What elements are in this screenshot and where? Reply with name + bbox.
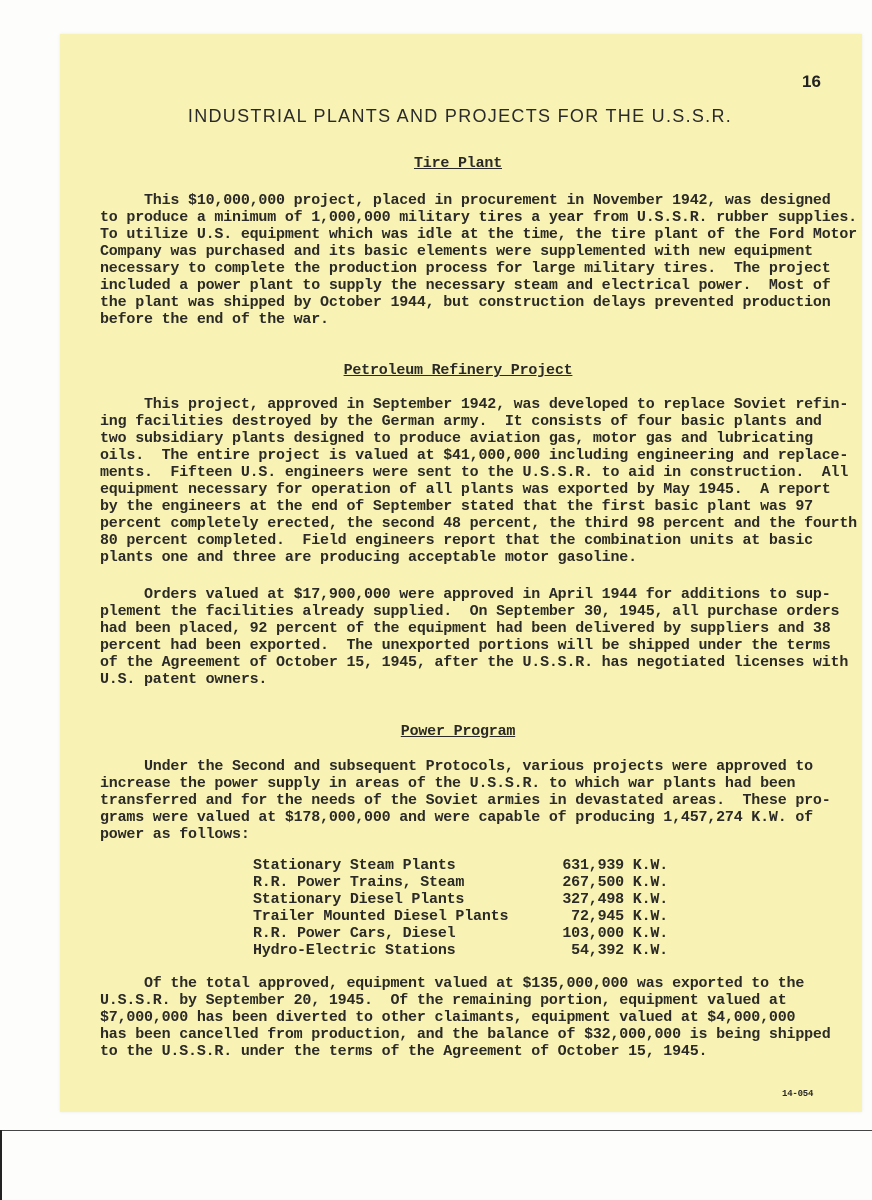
text-line: power as follows: xyxy=(100,826,250,843)
text-line: by the engineers at the end of September stated that the first basic plant was 97 xyxy=(100,498,813,515)
text-line: Company was purchased and its basic elements were supplemented with new equipment xyxy=(100,243,813,260)
text-line: increase the power supply in areas of the U.S.S.R. to which war plants had been xyxy=(100,775,796,792)
paragraph-petroleum-1 xyxy=(100,396,857,566)
table-label: Stationary Steam Plants xyxy=(253,857,456,874)
table-label: Hydro-Electric Stations xyxy=(253,942,456,959)
table-label: R.R. Power Cars, Diesel xyxy=(253,925,456,942)
text-line: 80 percent completed. Field engineers report that the combination units at basic xyxy=(100,532,813,549)
text-line: grams were valued at $178,000,000 and were capable of producing 1,457,274 K.W. of xyxy=(100,809,813,826)
text-line: percent had been exported. The unexported portions will be shipped under the terms xyxy=(100,637,831,654)
table-label: Trailer Mounted Diesel Plants xyxy=(253,908,509,925)
text-line: oils. The entire project is valued at $41,000,000 including engineering and replace- xyxy=(100,447,849,464)
section-heading-petroleum-refinery: Petroleum Refinery Project xyxy=(343,362,573,379)
text-line: Orders valued at $17,900,000 were approved in April 1944 for additions to sup- xyxy=(100,586,831,603)
paragraph-power-1 xyxy=(100,758,831,843)
text-line: had been placed, 92 percent of the equipment had been delivered by suppliers and 38 xyxy=(100,620,831,637)
table-row xyxy=(253,891,668,908)
table-row xyxy=(253,874,668,891)
paragraph-petroleum-2 xyxy=(100,586,848,688)
text-line: percent completely erected, the second 48 percent, the third 98 percent and the fourth xyxy=(100,515,857,532)
scan-edge-line xyxy=(0,1130,2,1200)
text-line: necessary to complete the production process for large military tires. The project xyxy=(100,260,831,277)
paragraph-tire-plant xyxy=(100,192,857,328)
scan-edge-line xyxy=(0,1130,872,1131)
table-value: 103,000 K.W. xyxy=(562,925,668,942)
text-line: plement the facilities already supplied. On September 30, 1945, all purchase orders xyxy=(100,603,840,620)
table-label: Stationary Diesel Plants xyxy=(253,891,465,908)
section-heading-tire-plant: Tire Plant xyxy=(413,155,502,172)
table-row xyxy=(253,942,668,959)
text-line: equipment necessary for operation of all plants was exported by May 1945. A report xyxy=(100,481,831,498)
page-title: INDUSTRIAL PLANTS AND PROJECTS FOR THE U.S.S.R. xyxy=(187,106,733,126)
paragraph-power-2 xyxy=(100,975,831,1060)
table-row xyxy=(253,925,668,942)
text-line: the plant was shipped by October 1944, but construction delays prevented production xyxy=(100,294,831,311)
text-line: $7,000,000 has been diverted to other claimants, equipment valued at $4,000,000 xyxy=(100,1009,796,1026)
text-line: of the Agreement of October 15, 1945, after the U.S.S.R. has negotiated licenses with xyxy=(100,654,849,671)
text-line: Under the Second and subsequent Protocols, various projects were approved to xyxy=(100,758,813,775)
footer-code: 14-054 xyxy=(782,1089,814,1099)
text-line: before the end of the war. xyxy=(100,311,329,328)
table-row xyxy=(253,857,668,874)
power-table xyxy=(253,857,668,959)
table-value: 267,500 K.W. xyxy=(562,874,668,891)
text-line: has been cancelled from production, and the balance of $32,000,000 is being shipped xyxy=(100,1026,831,1043)
text-line: transferred and for the needs of the Soviet armies in devastated areas. These pro- xyxy=(100,792,831,809)
page-number: 16 xyxy=(802,72,821,91)
text-line: This project, approved in September 1942, was developed to replace Soviet refin- xyxy=(100,396,849,413)
table-value: 72,945 K.W. xyxy=(571,908,668,925)
table-value: 54,392 K.W. xyxy=(571,942,668,959)
table-row xyxy=(253,908,668,925)
text-line: included a power plant to supply the necessary steam and electrical power. Most of xyxy=(100,277,831,294)
text-line: U.S.S.R. by September 20, 1945. Of the remaining portion, equipment valued at xyxy=(100,992,787,1009)
text-line: plants one and three are producing acceptable motor gasoline. xyxy=(100,549,637,566)
text-line: U.S. patent owners. xyxy=(100,671,268,688)
text-line: two subsidiary plants designed to produce aviation gas, motor gas and lubricating xyxy=(100,430,813,447)
text-line: Of the total approved, equipment valued at $135,000,000 was exported to the xyxy=(100,975,805,992)
text-line: to produce a minimum of 1,000,000 military tires a year from U.S.S.R. rubber supplies. xyxy=(100,209,857,226)
text-line: ments. Fifteen U.S. engineers were sent to the U.S.S.R. to aid in construction. All xyxy=(100,464,849,481)
section-heading-power-program: Power Program xyxy=(400,723,516,740)
table-label: R.R. Power Trains, Steam xyxy=(253,874,465,891)
text-line: To utilize U.S. equipment which was idle at the time, the tire plant of the Ford Motor xyxy=(100,226,857,243)
text-line: This $10,000,000 project, placed in procurement in November 1942, was designed xyxy=(100,192,831,209)
text-line: to the U.S.S.R. under the terms of the Agreement of October 15, 1945. xyxy=(100,1043,708,1060)
text-line: ing facilities destroyed by the German army. It consists of four basic plants and xyxy=(100,413,822,430)
table-value: 631,939 K.W. xyxy=(562,857,668,874)
table-value: 327,498 K.W. xyxy=(562,891,668,908)
